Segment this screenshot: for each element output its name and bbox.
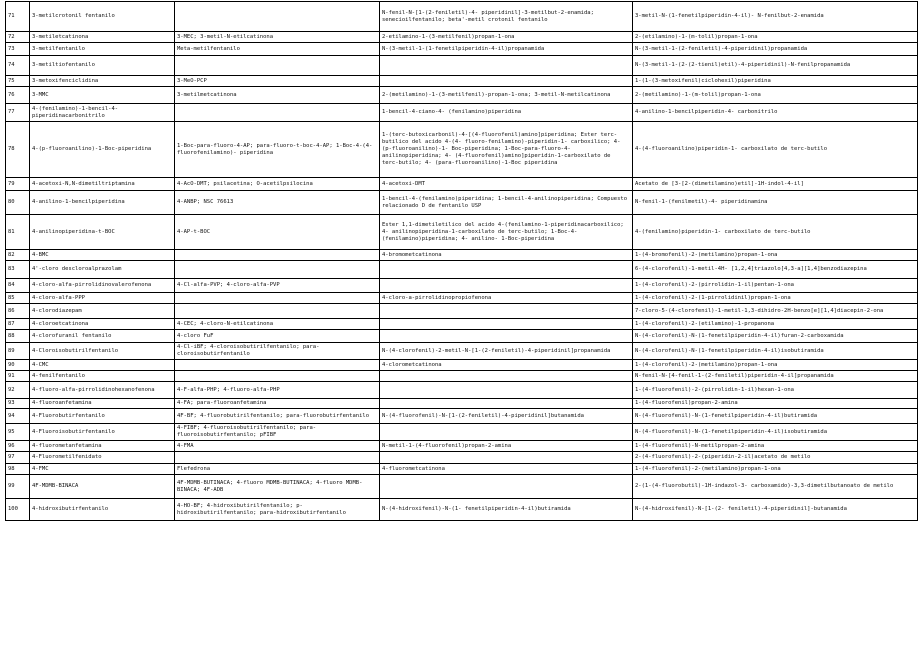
table-row xyxy=(6,178,918,191)
cell-num: 86 xyxy=(6,304,30,319)
cell-num: 100 xyxy=(6,499,30,521)
cell-syn: 4-AP-t-BOC xyxy=(175,215,380,250)
cell-syn: 4-Cl-alfa-PVP; 4-cloro-alfa-PVP xyxy=(175,279,380,293)
cell-syn xyxy=(175,360,380,371)
table-row xyxy=(6,261,918,279)
substances-table xyxy=(5,1,918,521)
cell-other: 4-fluorometcatinona xyxy=(380,464,633,475)
cell-name: 4-Clorоisobutirilfentanilo xyxy=(30,343,175,360)
cell-syn: 4-HO-BF; 4-hidroxibutirilfentanilo; p-hidroxibutirilfentanilo; para-hidroxibutirfentanilo xyxy=(175,499,380,521)
cell-syn: 4-cloro FuF xyxy=(175,330,380,343)
cell-num: 80 xyxy=(6,191,30,215)
cell-iupac: 4-anilino-1-bencilpiperidin-4- carbonitrilo xyxy=(633,104,918,122)
cell-num: 93 xyxy=(6,399,30,409)
cell-other: 1-(terc-butoxicarbonil)-4-[(4-fluorofenil)amino]piperidina; Ester terc-butilico del acido 4-(4- fluoro-fenilamino)-piperidin-1- carboxilico; 4-(p-fluoroanilino)-1- Boc-piperidina; 1-Boc-para-fluoro-4-anilinopiperidina; 4- (4-fluorofenil)amino]piperidin-1-carboxilato de terc-butilo; 4- (para-fluoroanilino)-1-Boc piperidina xyxy=(380,122,633,178)
cell-syn: 4F-BF; 4-fluorobutirilfentanilo; para-fluorobutirfentanilo xyxy=(175,409,380,424)
cell-name: 4'-cloro desclorоalprazolam xyxy=(30,261,175,279)
cell-syn xyxy=(175,2,380,32)
table-row xyxy=(6,464,918,475)
cell-other: N-fenil-N-[1-(2-feniletil)-4- piperidinil]-3-metilbut-2-enamida; senecioilfentanilo; beta'-metil crotonil fentanilo xyxy=(380,2,633,32)
cell-other xyxy=(380,371,633,382)
cell-name: 4-(p-fluoroanilino)-1-Boc-piperidina xyxy=(30,122,175,178)
cell-name: 4-Fluorobutirfentanilo xyxy=(30,409,175,424)
cell-num: 90 xyxy=(6,360,30,371)
cell-other: 1-bencil-4-ciano-4- (fenilamino)piperidina xyxy=(380,104,633,122)
table-row xyxy=(6,122,918,178)
cell-num: 94 xyxy=(6,409,30,424)
cell-other xyxy=(380,304,633,319)
cell-iupac: N-fenil-N-[4-fenil-1-(2-feniletil)piperidin-4-il]propanamida xyxy=(633,371,918,382)
cell-name: 4-cloroetcatinona xyxy=(30,319,175,330)
cell-iupac: 1-(4-bromofenil)-2-(metilamino)propan-1-ona xyxy=(633,250,918,261)
cell-num: 98 xyxy=(6,464,30,475)
cell-other xyxy=(380,382,633,399)
cell-iupac: 1-(4-fluorofenil)-2-(pirrolidin-1-il)hexan-1-ona xyxy=(633,382,918,399)
table-body xyxy=(6,2,918,521)
cell-num: 85 xyxy=(6,293,30,304)
cell-num: 89 xyxy=(6,343,30,360)
table-row xyxy=(6,215,918,250)
cell-iupac: 1-(4-clorofenil)-2-(etilamino)-1-propanona xyxy=(633,319,918,330)
cell-num: 78 xyxy=(6,122,30,178)
cell-name: 4-cloro-alfa-pirrolidinovalerofenona xyxy=(30,279,175,293)
cell-syn: 3-MeO-PCP xyxy=(175,76,380,87)
cell-name: 4-fluoro-alfa-pirrolidinohexanofenona xyxy=(30,382,175,399)
cell-iupac: 6-(4-clorofenil)-1-metil-4H- [1,2,4]triazolo[4,3-a][1,4]benzodiazepina xyxy=(633,261,918,279)
cell-name: 4-clorodiazepam xyxy=(30,304,175,319)
cell-iupac: 7-cloro-5-(4-clorofenil)-1-metil-1,3-dihidro-2H-benzo[e][1,4]diacepin-2-ona xyxy=(633,304,918,319)
table-row xyxy=(6,343,918,360)
cell-syn: 4F-MDMB-BUTINACA; 4-fluoro MDMB-BUTINACA; 4-fluoro MDMB-BINACA; 4F-ADB xyxy=(175,475,380,499)
cell-syn: Flefedrona xyxy=(175,464,380,475)
cell-name: 3-metiletcatinona xyxy=(30,32,175,43)
cell-other: N-(3-metil-1-(1-fenetilpiperidin-4-il)propanamida xyxy=(380,43,633,56)
cell-other xyxy=(380,424,633,441)
cell-iupac: N-(4-fluorofenil)-N-(1-fenetilpiperidin-4-il)isobutiramida xyxy=(633,424,918,441)
cell-num: 88 xyxy=(6,330,30,343)
cell-other xyxy=(380,76,633,87)
cell-syn: 4-AcO-DMT; psilacetina; O-acetilpsilocina xyxy=(175,178,380,191)
cell-name: 4-fenilfentanilo xyxy=(30,371,175,382)
table-row xyxy=(6,475,918,499)
cell-iupac: 2-(4-fluorofenil)-2-(piperidin-2-il)acetato de metilo xyxy=(633,452,918,464)
cell-syn: 3-metilmetcatinona xyxy=(175,87,380,104)
cell-syn: 4-CEC; 4-cloro-N-etilcatinona xyxy=(175,319,380,330)
table-row xyxy=(6,250,918,261)
cell-name: 4-fluorometanfetamina xyxy=(30,441,175,452)
cell-other: 2-etilamino-1-(3-metilfenil)propan-1-ona xyxy=(380,32,633,43)
cell-num: 95 xyxy=(6,424,30,441)
cell-other: 4-clorometcatinona xyxy=(380,360,633,371)
table-row xyxy=(6,399,918,409)
cell-iupac: N-(3-metil-1-(2-(2-tienil)etil)-4-piperidinil)-N-fenilpropanamida xyxy=(633,56,918,76)
table-row xyxy=(6,43,918,56)
cell-num: 87 xyxy=(6,319,30,330)
cell-iupac: 1-(4-fluorofenil)-2-(metilamino)propan-1-ona xyxy=(633,464,918,475)
cell-num: 74 xyxy=(6,56,30,76)
cell-iupac: N-(3-metil-1-(2-feniletil)-4-piperidinil)propanamida xyxy=(633,43,918,56)
cell-other: N-(4-fluorofenil)-N-[1-(2-feniletil)-4-piperidinil]butanamida xyxy=(380,409,633,424)
cell-iupac: N-(4-clorofenil)-N-(1-fenetilpiperidin-4-il)furan-2-carboxamida xyxy=(633,330,918,343)
cell-syn xyxy=(175,452,380,464)
cell-other: N-(4-clorofenil)-2-metil-N-[1-(2-feniletil)-4-piperidinil]propanamida xyxy=(380,343,633,360)
cell-name: 4-anilinopiperidina-t-BOC xyxy=(30,215,175,250)
cell-syn: 1-Boc-para-fluoro-4-AP; para-fluoro-t-boc-4-AP; 1-Boc-4-(4-fluorofenilamino)- piperidina xyxy=(175,122,380,178)
cell-other xyxy=(380,452,633,464)
cell-iupac: 4-(fenilamino)piperidin-1- carboxilato de terc-butilo xyxy=(633,215,918,250)
table-row xyxy=(6,360,918,371)
cell-name: 4F-MDMB-BINACA xyxy=(30,475,175,499)
cell-syn xyxy=(175,293,380,304)
cell-num: 82 xyxy=(6,250,30,261)
cell-num: 72 xyxy=(6,32,30,43)
cell-iupac: 1-(4-clorofenil)-2-(pirrolidin-1-il)pentan-1-ona xyxy=(633,279,918,293)
cell-other xyxy=(380,399,633,409)
cell-num: 79 xyxy=(6,178,30,191)
cell-name: 4-BMC xyxy=(30,250,175,261)
cell-other xyxy=(380,475,633,499)
cell-syn xyxy=(175,104,380,122)
cell-num: 99 xyxy=(6,475,30,499)
cell-syn: 3-MEC; 3-metil-N-etilcatinona xyxy=(175,32,380,43)
cell-syn: Meta-metilfentanilo xyxy=(175,43,380,56)
table-row xyxy=(6,409,918,424)
cell-iupac: 4-(4-fluoroanilino)piperidin-1- carboxilato de terc-butilo xyxy=(633,122,918,178)
cell-iupac: 2-(1-(4-fluorobutil)-1H-indazol-3- carboxamido)-3,3-dimetilbutanoato de metilo xyxy=(633,475,918,499)
cell-syn: 4-F-alfa-PHP; 4-fluoro-alfa-PHP xyxy=(175,382,380,399)
table-row xyxy=(6,330,918,343)
cell-iupac: 1-(4-fluorofenil)propan-2-amina xyxy=(633,399,918,409)
cell-other: 4-acetoxi-DMT xyxy=(380,178,633,191)
cell-other: 1-bencil-4-(fenilamino)piperidina; 1-bencil-4-anilinopiperidina; Compuesto relacionado D de fentanilo USP xyxy=(380,191,633,215)
cell-iupac: Acetato de [3-[2-(dimetilamino)etil]-1H-indol-4-il] xyxy=(633,178,918,191)
cell-iupac: N-(4-clorofenil)-N-(1-fenetilpiperidin-4-il)isobutiramida xyxy=(633,343,918,360)
cell-num: 92 xyxy=(6,382,30,399)
cell-name: 3-metoxifenciclidina xyxy=(30,76,175,87)
cell-num: 71 xyxy=(6,2,30,32)
cell-num: 97 xyxy=(6,452,30,464)
table-row xyxy=(6,382,918,399)
cell-name: 3-metiltiofentanilo xyxy=(30,56,175,76)
cell-name: 4-clorofuranil fentanilo xyxy=(30,330,175,343)
cell-syn: 4-ANBP; NSC 76613 xyxy=(175,191,380,215)
cell-other: N-metil-1-(4-fluorofenil)propan-2-amina xyxy=(380,441,633,452)
cell-other: 4-cloro-a-pirrolidinopropiofenona xyxy=(380,293,633,304)
cell-other xyxy=(380,279,633,293)
cell-name: 4-Fluoroisobutirfentanilo xyxy=(30,424,175,441)
table-row xyxy=(6,293,918,304)
cell-syn xyxy=(175,250,380,261)
cell-name: 4-(fenilamino)-1-bencil-4-piperidinacarbonitrilo xyxy=(30,104,175,122)
cell-num: 76 xyxy=(6,87,30,104)
cell-name: 3-metilcrotonil fentanilo xyxy=(30,2,175,32)
table-row xyxy=(6,56,918,76)
cell-syn xyxy=(175,371,380,382)
cell-other xyxy=(380,56,633,76)
table-row xyxy=(6,452,918,464)
cell-other: N-(4-hidroxifenil)-N-(1- fenetilpiperidin-4-il)butiramida xyxy=(380,499,633,521)
cell-iupac: 3-metil-N-(1-fenetilpiperidin-4-il)- N-fenilbut-2-enamida xyxy=(633,2,918,32)
table-row xyxy=(6,76,918,87)
cell-syn: 4-Cl-iBF; 4-cloroisobutirilfentanilo; para-cloroisobutirfentanilo xyxy=(175,343,380,360)
cell-syn: 4-FIBF; 4-fluoroisobutirilfentanilo; para-fluoroisobutirfentanilo; pFIBF xyxy=(175,424,380,441)
cell-iupac: N-fenil-1-(fenilmetil)-4- piperidinamina xyxy=(633,191,918,215)
cell-other: 4-bromometcatinona xyxy=(380,250,633,261)
cell-other: Ester 1,1-dimetiletilico del acido 4-(fenilamino-1-piperidinacarboxilico; 4- anilinopiperidina-1-carboxilato de terc-butilo; 1-Boc-4- (fenilamino)piperidina; 4- anilino- 1-Boc-piperidina xyxy=(380,215,633,250)
cell-name: 3-metilfentanilo xyxy=(30,43,175,56)
cell-syn: 4-FA; para-fluoroanfetamina xyxy=(175,399,380,409)
cell-other: 2-(metilamino)-1-(3-metilfenil)-propan-1-ona; 3-metil-N-metilcatinona xyxy=(380,87,633,104)
table-row xyxy=(6,2,918,32)
cell-num: 77 xyxy=(6,104,30,122)
cell-iupac: 1-(4-fluorofenil)-N-metilpropan-2-amina xyxy=(633,441,918,452)
table-row xyxy=(6,441,918,452)
cell-num: 91 xyxy=(6,371,30,382)
cell-syn xyxy=(175,304,380,319)
cell-iupac: N-(4-fluorofenil)-N-(1-fenetilpiperidin-4-il)butiramida xyxy=(633,409,918,424)
cell-iupac: 1-(4-clorofenil)-2-(1-pirrolidinil)propan-1-ona xyxy=(633,293,918,304)
cell-num: 96 xyxy=(6,441,30,452)
cell-other xyxy=(380,319,633,330)
cell-num: 75 xyxy=(6,76,30,87)
cell-name: 4-cloro-alfa-PPP xyxy=(30,293,175,304)
cell-other xyxy=(380,261,633,279)
cell-syn xyxy=(175,261,380,279)
table-row xyxy=(6,279,918,293)
cell-name: 4-acetoxi-N,N-dimetiltriptamina xyxy=(30,178,175,191)
table-row xyxy=(6,87,918,104)
cell-iupac: N-(4-hidroxifenil)-N-[1-(2- feniletil)-4-piperidinil]-butanamida xyxy=(633,499,918,521)
cell-name: 4-FMC xyxy=(30,464,175,475)
table-row xyxy=(6,499,918,521)
cell-iupac: 1-(4-clorofenil)-2-(metilamino)propan-1-ona xyxy=(633,360,918,371)
table-row xyxy=(6,424,918,441)
cell-name: 3-MMC xyxy=(30,87,175,104)
cell-name: 4-hidroxibutirfentanilo xyxy=(30,499,175,521)
cell-name: 4-Fluorometilfenidato xyxy=(30,452,175,464)
table-row xyxy=(6,191,918,215)
cell-name: 4-fluoroanfetamina xyxy=(30,399,175,409)
cell-other xyxy=(380,330,633,343)
cell-name: 4-anilino-1-bencilpiperidina xyxy=(30,191,175,215)
table-row xyxy=(6,371,918,382)
table-row xyxy=(6,104,918,122)
cell-num: 81 xyxy=(6,215,30,250)
cell-num: 73 xyxy=(6,43,30,56)
cell-num: 83 xyxy=(6,261,30,279)
cell-iupac: 1-(1-(3-metoxifenil)ciclohexil)piperidina xyxy=(633,76,918,87)
cell-iupac: 2-(metilamino)-1-(m-tolil)propan-1-ona xyxy=(633,87,918,104)
table-row xyxy=(6,304,918,319)
cell-syn xyxy=(175,56,380,76)
cell-syn: 4-FMA xyxy=(175,441,380,452)
cell-name: 4-CMC xyxy=(30,360,175,371)
table-row xyxy=(6,319,918,330)
cell-num: 84 xyxy=(6,279,30,293)
table-row xyxy=(6,32,918,43)
cell-iupac: 2-(etilamino)-1-(m-tolil)propan-1-ona xyxy=(633,32,918,43)
